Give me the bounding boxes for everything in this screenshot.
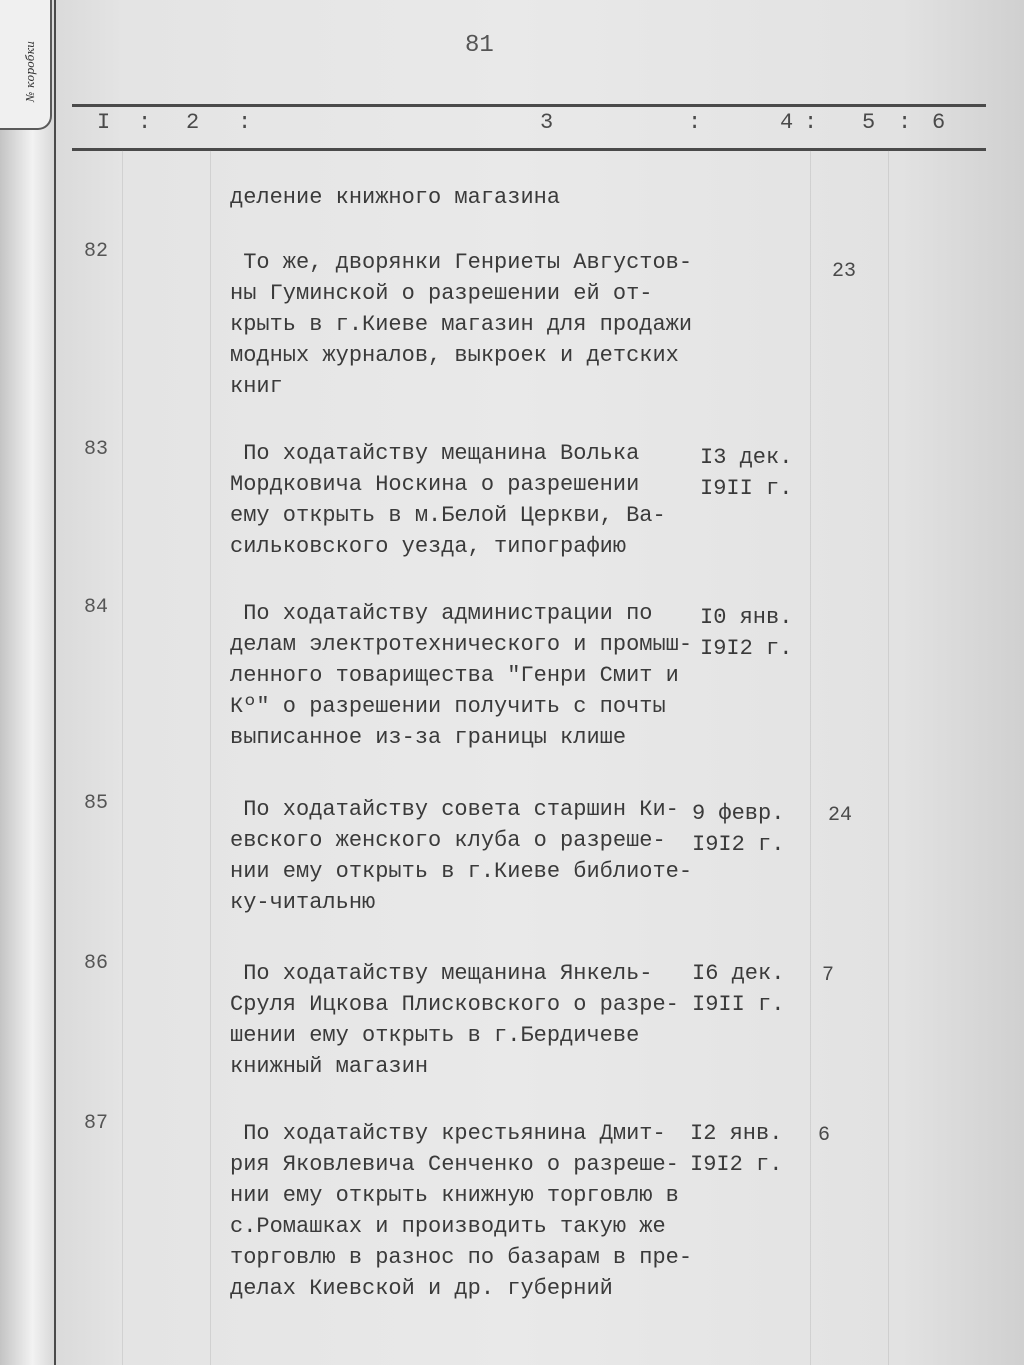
col-header-2: 2	[186, 110, 200, 135]
entry-date: I0 янв. I9I2 г.	[700, 605, 793, 661]
column-divider	[810, 150, 811, 1365]
col-separator: :	[804, 110, 818, 135]
entry-sheet: 7	[822, 964, 835, 987]
entry-description: По ходатайству мещанина Янкель- Сруля Ицкова Плисковского о разре- шении ему открыть в г.Бердичеве книжный магазин	[230, 961, 679, 1079]
col-header-3: 3	[540, 110, 554, 135]
entry-date: 9 февр. I9I2 г.	[692, 801, 785, 857]
entry-number: 84	[84, 596, 109, 619]
entry-number: 86	[84, 952, 109, 975]
header-rule-top	[72, 104, 986, 107]
entry-description: По ходатайству мещанина Волька Мордковича Носкина о разрешении ему открыть в м.Белой Церкви, Ва- сильковского уезда, типографию	[230, 441, 666, 559]
entry-description: деление книжного магазина	[230, 185, 561, 210]
col-header-4: 4	[780, 110, 794, 135]
entry-number: 87	[84, 1112, 109, 1135]
entry-description: То же, дворянки Генриеты Августов- ны Гуминской о разрешении ей от- крыть в г.Киеве магазин для продажи модных журналов, выкроек и детских книг	[230, 250, 693, 399]
col-separator: :	[898, 110, 912, 135]
col-header-6: 6	[932, 110, 946, 135]
entry-description: По ходатайству крестьянина Дмит- рия Яковлевича Сенченко о разреше- нии ему открыть книжную торговлю в с.Ромашках и производить такую же торговлю в разнос по базарам в пре- делах Киевской и др. губерний	[230, 1121, 693, 1301]
entry-description: По ходатайству администрации по делам электротехнического и промыш- ленного товарищества "Генри Смит и Кº" о разрешении получить с почты выписанное из-за границы клише	[230, 601, 693, 750]
page-number: 81	[465, 32, 494, 59]
box-number-label	[0, 0, 52, 130]
entry-number: 83	[84, 438, 109, 461]
entry-number: 82	[84, 240, 109, 263]
entry-sheet: 24	[828, 804, 853, 827]
entry-number: 85	[84, 792, 109, 815]
entry-sheet: 23	[832, 260, 857, 283]
column-divider	[122, 150, 123, 1365]
entry-date: I6 дек. I9II г.	[692, 961, 785, 1017]
col-header-1: I	[97, 110, 111, 135]
entry-date: I3 дек. I9II г.	[700, 445, 793, 501]
entry-date: I2 янв. I9I2 г.	[690, 1121, 783, 1177]
col-separator: :	[688, 110, 702, 135]
page-binding	[0, 0, 56, 1365]
col-separator: :	[138, 110, 152, 135]
column-divider	[210, 150, 211, 1365]
column-divider	[888, 150, 889, 1365]
entry-sheet: 6	[818, 1124, 831, 1147]
entry-description: По ходатайству совета старшин Ки- евского женского клуба о разреше- нии ему открыть в г.Киеве библиоте- ку-читальню	[230, 797, 693, 915]
col-header-5: 5	[862, 110, 876, 135]
col-separator: :	[238, 110, 252, 135]
box-number-text: № коробки	[24, 40, 37, 102]
